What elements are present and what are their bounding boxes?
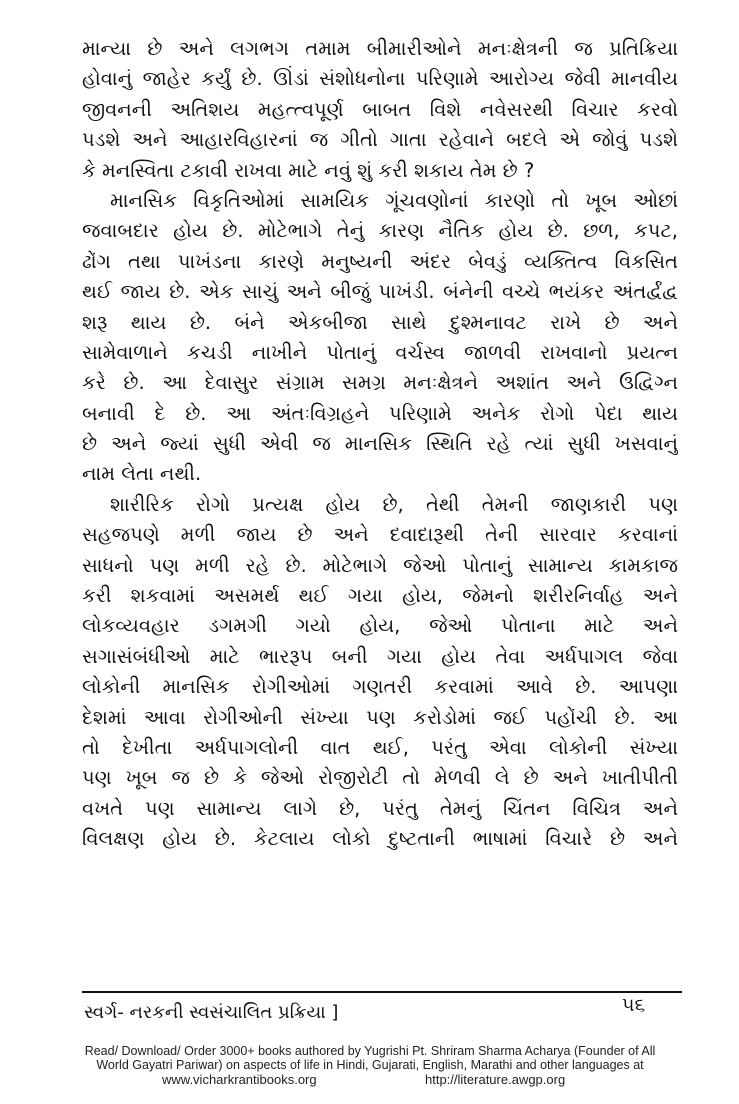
literature-awgp-link[interactable]: http://literature.awgp.org (425, 1072, 566, 1087)
text-line: થઈ જાય છે. એક સાચું અને બીજું પાખંડી. બંનેની વચ્ચે ભયંકર અંતર્દ્વંદ્વ (82, 280, 678, 304)
text-line: દેશમાં આવા રોગીઓની સંખ્યા પણ કરોડોમાં જઈ પહોંચી છે. આ (82, 705, 678, 729)
text-line: ઢોંગ તથા પાખંડના કારણે મનુષ્યની અંદર બેવડું વ્યક્તિત્વ વિકસિત (82, 249, 678, 273)
text-line: પણ ખૂબ જ છે કે જેઓ રોજીરોટી તો મેળવી લે છે અને ખાતીપીતી (82, 766, 678, 790)
text-line: જવાબદાર હોય છે. મોટેભાગે તેનું કારણ નૈતિક હોય છે. છળ, કપટ, (82, 219, 678, 243)
text-line: શરૂ થાય છે. બંને એકબીજા સાથે દુશ્મનાવટ રાખે છે અને (82, 310, 678, 334)
text-line: સગાસંબંધીઓ માટે ભારરૂપ બની ગયા હોય તેવા અર્ધપાગલ જેવા (82, 644, 678, 668)
text-line: નામ લેતા નથી. (82, 462, 202, 486)
vicharkranti-link[interactable]: www.vicharkrantibooks.org (162, 1072, 317, 1087)
text-line: હોવાનું જાહેર કર્યું છે. ઊંડાં સંશોધનોના પરિણામે આરોગ્ય જેવી માનવીય (82, 67, 678, 91)
text-line: કરી શકવામાં અસમર્થ થઈ ગયા હોય, જેમનો શરીરનિર્વાહ અને (82, 584, 678, 608)
text-line: સામેવાળાને કચડી નાખીને પોતાનું વર્ચસ્વ જાળવી રાખવાનો પ્રયત્ન (82, 340, 678, 364)
footer-divider (82, 991, 682, 993)
text-line: વિલક્ષણ હોય છે. કેટલાય લોકો દુષ્ટતાની ભાષામાં વિચારે છે અને (82, 827, 678, 851)
text-line: માન્યા છે અને લગભગ તમામ બીમારીઓને મનઃક્ષેત્રની જ પ્રતિક્રિયા (82, 37, 678, 60)
text-line: કરે છે. આ દેવાસુર સંગ્રામ સમગ્ર મનઃક્ષેત્રને અશાંત અને ઉદ્વિગ્ન (82, 371, 678, 395)
page-number: ૫૬ (622, 994, 646, 1016)
text-line: લોકોની માનસિક રોગીઓમાં ગણતરી કરવામાં આવે છે. આપણા (82, 675, 678, 699)
text-line: કે મનસ્વિતા ટકાવી રાખવા માટે નવું શું કરી શકાય તેમ છે ? (82, 158, 535, 182)
text-line: બનાવી દે છે. આ અંતઃવિગ્રહને પરિણામે અનેક રોગો પેદા થાય (82, 401, 678, 425)
credit-line-1: Read/ Download/ Order 3000+ books authored by Yugrishi Pt. Shriram Sharma Acharya (Founder of All (84, 1044, 656, 1058)
text-line: વખતે પણ સામાન્ય લાગે છે, પરંતુ તેમનું ચિંતન વિચિત્ર અને (82, 796, 678, 820)
text-line: તો દેખીતા અર્ધપાગલોની વાત થઈ, પરંતુ એવા લોકોની સંખ્યા (82, 735, 678, 759)
text-line: જીવનની અતિશય મહત્ત્વપૂર્ણ બાબત વિશે નવેસરથી વિચાર કરવો (82, 97, 678, 121)
credit-line-2: World Gayatri Pariwar) on aspects of life in Hindi, Gujarati, English, Marathi and other languages at (96, 1058, 644, 1072)
text-line: માનસિક વિકૃતિઓમાં સામયિક ગૂંચવણોનાં કારણો તો ખૂબ ઓછાં (110, 188, 678, 212)
page-body-text (82, 34, 678, 855)
publisher-credit (70, 1044, 670, 1072)
text-line: લોકવ્યવહાર ડગમગી ગયો હોય, જેઓ પોતાના માટે અને (82, 614, 678, 638)
text-line: પડશે અને આહારવિહારનાં જ ગીતો ગાતા રહેવાને બદલે એ જોવું પડશે (82, 128, 678, 152)
text-line: છે અને જ્યાં સુધી એવી જ માનસિક સ્થિતિ રહે ત્યાં સુધી ખસવાનું (82, 432, 678, 456)
text-line: શારીરિક રોગો પ્રત્યક્ષ હોય છે, તેથી તેમની જાણકારી પણ (110, 492, 678, 516)
book-title: સ્વર્ગ- નરકની સ્વસંચાલિત પ્રક્રિયા ] (84, 1002, 339, 1023)
text-line: સાધનો પણ મળી રહે છે. મોટેભાગે જેઓ પોતાનું સામાન્ય કામકાજ (82, 553, 678, 577)
text-line: સહજપણે મળી જાય છે અને દવાદારૂથી તેની સારવાર કરવાનાં (82, 523, 678, 547)
